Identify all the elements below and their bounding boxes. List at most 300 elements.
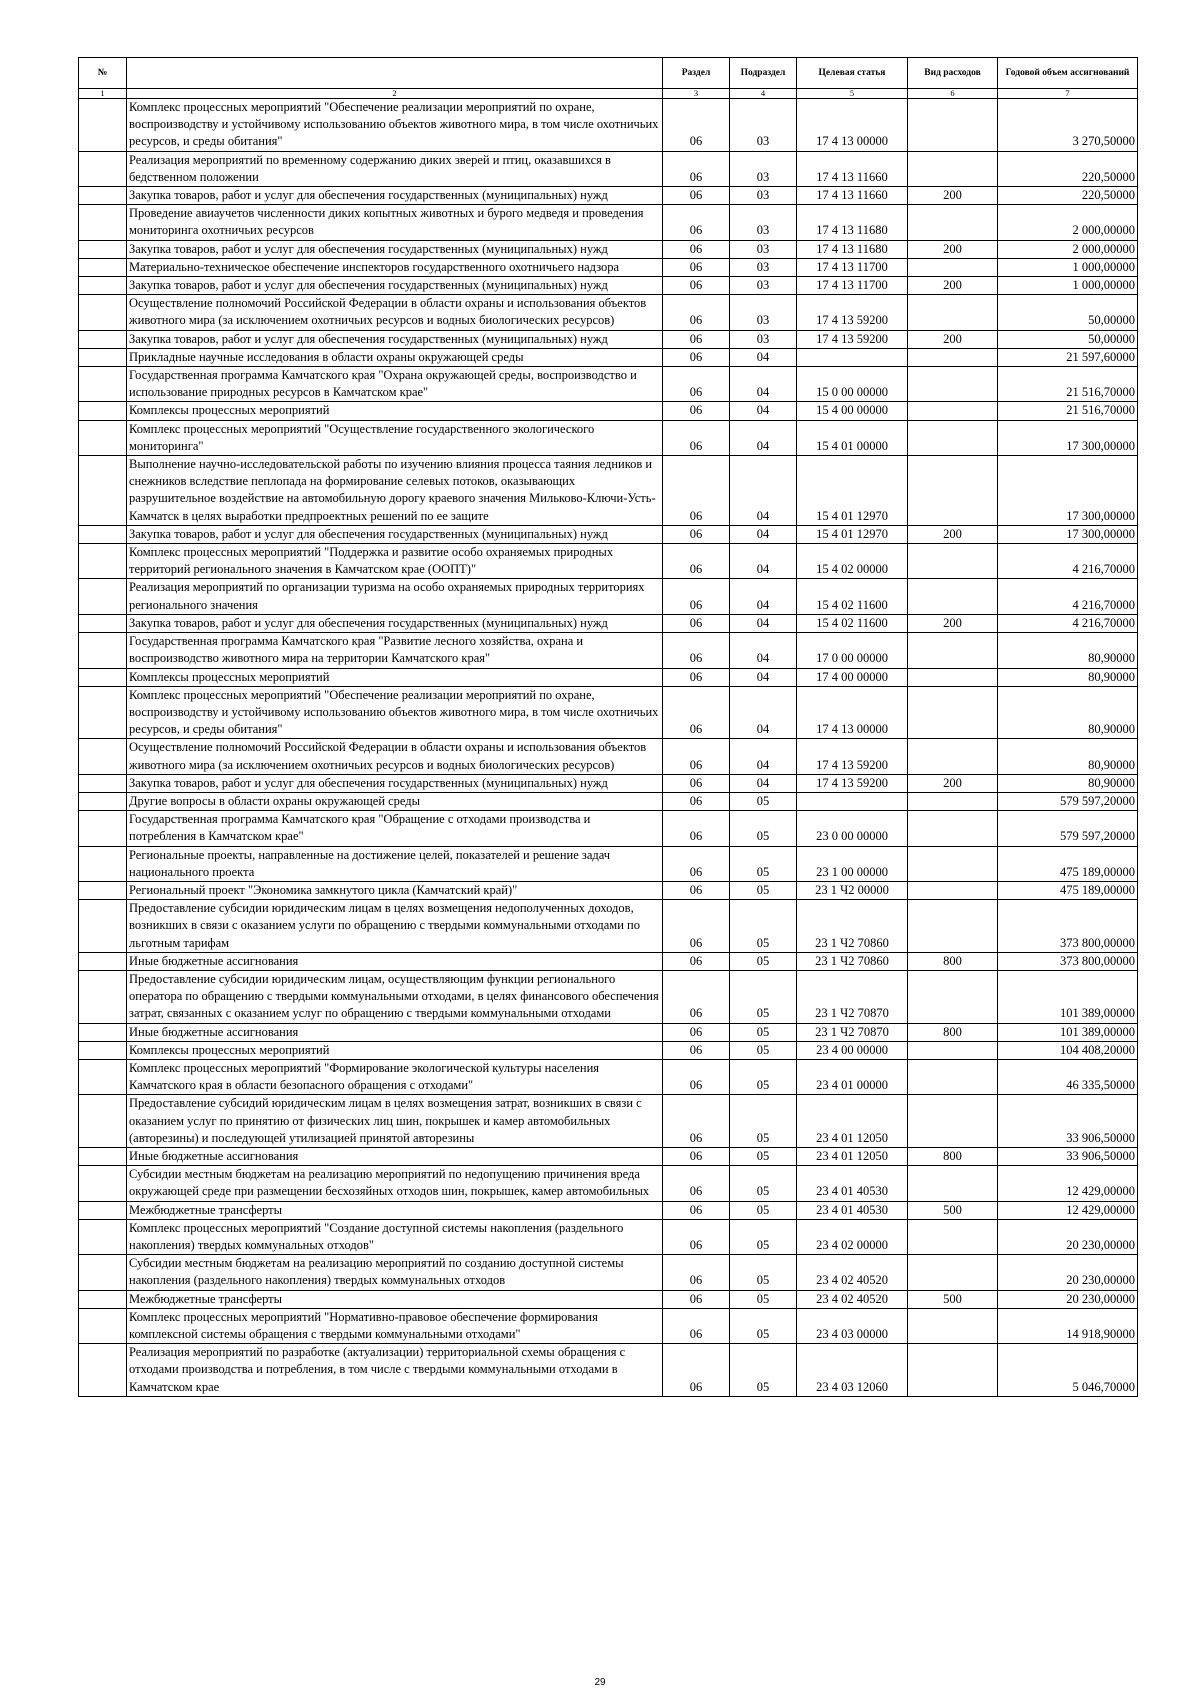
row-statya-cell: 17 4 13 11680: [797, 240, 908, 258]
row-number-cell: [79, 900, 127, 953]
row-razdel-cell: 06: [663, 686, 730, 739]
column-number: 7: [998, 89, 1138, 99]
row-statya-cell: 15 4 02 11600: [797, 579, 908, 614]
row-razdel-cell: 06: [663, 525, 730, 543]
row-number-cell: [79, 739, 127, 774]
row-amount-cell: 21 516,70000: [998, 402, 1138, 420]
row-vid-cell: [908, 151, 998, 186]
row-name-cell: Комплекс процессных мероприятий "Создание доступной системы накопления (раздельного накопления) твердых коммунальных отходов": [127, 1219, 663, 1254]
table-row: [79, 1166, 1138, 1201]
table-row: [79, 151, 1138, 186]
row-statya-cell: 23 1 Ч2 70860: [797, 900, 908, 953]
row-amount-cell: 21 597,60000: [998, 348, 1138, 366]
table-body: [79, 99, 1138, 1397]
row-amount-cell: 17 300,00000: [998, 525, 1138, 543]
row-razdel-cell: 06: [663, 367, 730, 402]
row-podrazdel-cell: 04: [730, 614, 797, 632]
table-row: [79, 792, 1138, 810]
row-statya-cell: 17 0 00 00000: [797, 633, 908, 668]
row-number-cell: [79, 99, 127, 152]
row-amount-cell: 220,50000: [998, 187, 1138, 205]
row-name-cell: Государственная программа Камчатского края "Развитие лесного хозяйства, охрана и воспроизводство животного мира на территории Камчатского края": [127, 633, 663, 668]
row-amount-cell: 20 230,00000: [998, 1290, 1138, 1308]
row-name-cell: Выполнение научно-исследовательской работы по изучению влияния процесса таяния ледников и снежников вследствие пеплопада на формирование селевых потоков, оказывающих разрушительное воздействие на автомобильную дорогу краевого значения Мильково-Ключи-Усть-Камчатск в целях выработки предпроектных решений по ее защите: [127, 456, 663, 526]
row-number-cell: [79, 1308, 127, 1343]
row-vid-cell: [908, 205, 998, 240]
row-statya-cell: 23 1 Ч2 00000: [797, 881, 908, 899]
row-amount-cell: 80,90000: [998, 686, 1138, 739]
row-name-cell: Комплекс процессных мероприятий "Поддержка и развитие особо охраняемых природных территорий регионального значения в Камчатском крае (ООПТ)": [127, 544, 663, 579]
row-number-cell: [79, 1059, 127, 1094]
row-name-cell: Иные бюджетные ассигнования: [127, 1147, 663, 1165]
table-row: [79, 258, 1138, 276]
row-statya-cell: 17 4 13 11700: [797, 258, 908, 276]
row-podrazdel-cell: 05: [730, 970, 797, 1023]
row-razdel-cell: 06: [663, 668, 730, 686]
row-podrazdel-cell: 05: [730, 1166, 797, 1201]
row-number-cell: [79, 633, 127, 668]
row-statya-cell: 23 0 00 00000: [797, 811, 908, 846]
row-statya-cell: 23 1 00 00000: [797, 846, 908, 881]
row-vid-cell: 500: [908, 1290, 998, 1308]
table-row: [79, 668, 1138, 686]
row-podrazdel-cell: 05: [730, 1147, 797, 1165]
row-name-cell: Субсидии местным бюджетам на реализацию мероприятий по созданию доступной системы накопления (раздельного накопления) твердых коммунальных отходов: [127, 1255, 663, 1290]
row-razdel-cell: 06: [663, 792, 730, 810]
row-podrazdel-cell: 03: [730, 151, 797, 186]
row-amount-cell: 14 918,90000: [998, 1308, 1138, 1343]
column-number: 3: [663, 89, 730, 99]
table-row: [79, 1290, 1138, 1308]
row-vid-cell: [908, 420, 998, 455]
row-statya-cell: 23 4 01 40530: [797, 1166, 908, 1201]
row-podrazdel-cell: 05: [730, 846, 797, 881]
row-statya-cell: 15 4 02 11600: [797, 614, 908, 632]
row-amount-cell: 475 189,00000: [998, 881, 1138, 899]
row-amount-cell: 33 906,50000: [998, 1095, 1138, 1148]
table-row: [79, 240, 1138, 258]
row-amount-cell: 21 516,70000: [998, 367, 1138, 402]
row-razdel-cell: 06: [663, 1344, 730, 1397]
row-number-cell: [79, 1219, 127, 1254]
row-razdel-cell: 06: [663, 456, 730, 526]
row-statya-cell: 23 4 00 00000: [797, 1041, 908, 1059]
row-name-cell: Осуществление полномочий Российской Федерации в области охраны и использования объектов животного мира (за исключением охотничьих ресурсов и водных биологических ресурсов): [127, 295, 663, 330]
row-razdel-cell: 06: [663, 420, 730, 455]
row-number-cell: [79, 1201, 127, 1219]
row-name-cell: Реализация мероприятий по организации туризма на особо охраняемых природных территориях регионального значения: [127, 579, 663, 614]
row-vid-cell: 200: [908, 330, 998, 348]
column-number: 6: [908, 89, 998, 99]
row-vid-cell: 200: [908, 525, 998, 543]
row-amount-cell: 46 335,50000: [998, 1059, 1138, 1094]
row-razdel-cell: 06: [663, 1059, 730, 1094]
row-number-cell: [79, 295, 127, 330]
row-name-cell: Комплексы процессных мероприятий: [127, 1041, 663, 1059]
row-statya-cell: 23 4 01 12050: [797, 1147, 908, 1165]
row-number-cell: [79, 952, 127, 970]
row-name-cell: Комплексы процессных мероприятий: [127, 668, 663, 686]
row-name-cell: Проведение авиаучетов численности диких копытных животных и бурого медведя и проведения мониторинга охотничьих ресурсов: [127, 205, 663, 240]
row-statya-cell: 23 1 Ч2 70860: [797, 952, 908, 970]
table-row: [79, 99, 1138, 152]
table-row: [79, 367, 1138, 402]
row-amount-cell: 80,90000: [998, 668, 1138, 686]
row-vid-cell: 800: [908, 952, 998, 970]
column-number: 4: [730, 89, 797, 99]
row-number-cell: [79, 420, 127, 455]
row-number-cell: [79, 579, 127, 614]
row-amount-cell: 220,50000: [998, 151, 1138, 186]
row-name-cell: Закупка товаров, работ и услуг для обеспечения государственных (муниципальных) нужд: [127, 187, 663, 205]
row-vid-cell: [908, 348, 998, 366]
row-statya-cell: 23 1 Ч2 70870: [797, 1023, 908, 1041]
row-number-cell: [79, 402, 127, 420]
row-razdel-cell: 06: [663, 187, 730, 205]
row-razdel-cell: 06: [663, 348, 730, 366]
row-name-cell: Государственная программа Камчатского края "Охрана окружающей среды, воспроизводство и использование природных ресурсов в Камчатском крае": [127, 367, 663, 402]
row-razdel-cell: 06: [663, 1290, 730, 1308]
table-row: [79, 1041, 1138, 1059]
row-vid-cell: [908, 1041, 998, 1059]
row-podrazdel-cell: 05: [730, 1095, 797, 1148]
table-row: [79, 1344, 1138, 1397]
row-podrazdel-cell: 04: [730, 668, 797, 686]
table-row: [79, 402, 1138, 420]
row-podrazdel-cell: 05: [730, 811, 797, 846]
row-vid-cell: [908, 846, 998, 881]
row-razdel-cell: 06: [663, 1308, 730, 1343]
row-number-cell: [79, 330, 127, 348]
row-vid-cell: 200: [908, 277, 998, 295]
row-amount-cell: 20 230,00000: [998, 1255, 1138, 1290]
header-vid: Вид расходов: [908, 58, 998, 89]
column-number: 1: [79, 89, 127, 99]
row-amount-cell: 2 000,00000: [998, 205, 1138, 240]
row-podrazdel-cell: 04: [730, 633, 797, 668]
row-vid-cell: [908, 1344, 998, 1397]
table-row: [79, 633, 1138, 668]
row-vid-cell: [908, 1308, 998, 1343]
row-name-cell: Региональные проекты, направленные на достижение целей, показателей и решение задач национального проекта: [127, 846, 663, 881]
row-vid-cell: 800: [908, 1023, 998, 1041]
row-name-cell: Реализация мероприятий по разработке (актуализации) территориальной схемы обращения с отходами производства и потребления, в том числе с твердыми коммунальными отходами в Камчатском крае: [127, 1344, 663, 1397]
row-razdel-cell: 06: [663, 900, 730, 953]
row-razdel-cell: 06: [663, 99, 730, 152]
row-name-cell: Субсидии местным бюджетам на реализацию мероприятий по недопущению причинения вреда окружающей среде при размещении бесхозяйных отходов шин, покрышек, камер автомобильных: [127, 1166, 663, 1201]
table-row: [79, 525, 1138, 543]
table-row: [79, 187, 1138, 205]
row-statya-cell: 17 4 13 11700: [797, 277, 908, 295]
row-number-cell: [79, 1147, 127, 1165]
row-number-cell: [79, 1290, 127, 1308]
row-vid-cell: [908, 402, 998, 420]
row-amount-cell: 475 189,00000: [998, 846, 1138, 881]
row-name-cell: Комплекс процессных мероприятий "Осуществление государственного экологического мониторинга": [127, 420, 663, 455]
row-amount-cell: 4 216,70000: [998, 614, 1138, 632]
table-row: [79, 774, 1138, 792]
table-row: [79, 1219, 1138, 1254]
row-razdel-cell: 06: [663, 1201, 730, 1219]
row-statya-cell: 23 1 Ч2 70870: [797, 970, 908, 1023]
row-vid-cell: [908, 792, 998, 810]
row-amount-cell: 4 216,70000: [998, 544, 1138, 579]
table-row: [79, 456, 1138, 526]
row-vid-cell: [908, 668, 998, 686]
row-amount-cell: 12 429,00000: [998, 1201, 1138, 1219]
row-statya-cell: 23 4 02 00000: [797, 1219, 908, 1254]
table-row: [79, 1023, 1138, 1041]
row-name-cell: Комплекс процессных мероприятий "Обеспечение реализации мероприятий по охране, воспроизводству и устойчивому использованию объектов животного мира, в том числе охотничьих ресурсов, и среды обитания": [127, 99, 663, 152]
row-amount-cell: 12 429,00000: [998, 1166, 1138, 1201]
row-statya-cell: 23 4 01 00000: [797, 1059, 908, 1094]
table-header: [79, 58, 1138, 99]
row-vid-cell: 200: [908, 187, 998, 205]
row-name-cell: Межбюджетные трансферты: [127, 1290, 663, 1308]
row-amount-cell: 50,00000: [998, 330, 1138, 348]
row-amount-cell: 579 597,20000: [998, 792, 1138, 810]
table-row: [79, 295, 1138, 330]
table-row: [79, 1147, 1138, 1165]
table-row: [79, 846, 1138, 881]
table-row: [79, 686, 1138, 739]
header-amount: Годовой объем ассигнований: [998, 58, 1138, 89]
row-vid-cell: 200: [908, 614, 998, 632]
row-number-cell: [79, 456, 127, 526]
row-razdel-cell: 06: [663, 1166, 730, 1201]
table-row: [79, 544, 1138, 579]
row-statya-cell: 17 4 13 11660: [797, 187, 908, 205]
table-row: [79, 614, 1138, 632]
row-number-cell: [79, 881, 127, 899]
row-name-cell: Закупка товаров, работ и услуг для обеспечения государственных (муниципальных) нужд: [127, 240, 663, 258]
table-row: [79, 952, 1138, 970]
row-podrazdel-cell: 05: [730, 881, 797, 899]
table-row: [79, 1059, 1138, 1094]
row-name-cell: Комплексы процессных мероприятий: [127, 402, 663, 420]
table-row: [79, 330, 1138, 348]
row-statya-cell: 15 0 00 00000: [797, 367, 908, 402]
row-razdel-cell: 06: [663, 952, 730, 970]
row-amount-cell: 17 300,00000: [998, 420, 1138, 455]
row-statya-cell: 17 4 13 59200: [797, 774, 908, 792]
table-row: [79, 579, 1138, 614]
row-vid-cell: [908, 970, 998, 1023]
row-vid-cell: [908, 1219, 998, 1254]
row-vid-cell: [908, 544, 998, 579]
row-amount-cell: 50,00000: [998, 295, 1138, 330]
column-number: 2: [127, 89, 663, 99]
row-number-cell: [79, 668, 127, 686]
row-vid-cell: 200: [908, 240, 998, 258]
row-razdel-cell: 06: [663, 1095, 730, 1148]
row-statya-cell: 17 4 13 00000: [797, 686, 908, 739]
row-amount-cell: 80,90000: [998, 633, 1138, 668]
row-number-cell: [79, 367, 127, 402]
row-name-cell: Региональный проект "Экономика замкнутого цикла (Камчатский край)": [127, 881, 663, 899]
row-statya-cell: 17 4 13 59200: [797, 295, 908, 330]
row-amount-cell: 4 216,70000: [998, 579, 1138, 614]
row-name-cell: Предоставление субсидии юридическим лицам, осуществляющим функции регионального оператора по обращению с твердыми коммунальными отходами, в целях финансового обеспечения затрат, связанных с оказанием услуг по обращению с твердыми коммунальными отходами: [127, 970, 663, 1023]
row-amount-cell: 33 906,50000: [998, 1147, 1138, 1165]
row-amount-cell: 104 408,20000: [998, 1041, 1138, 1059]
row-amount-cell: 373 800,00000: [998, 900, 1138, 953]
row-statya-cell: 17 4 00 00000: [797, 668, 908, 686]
table-row: [79, 739, 1138, 774]
header-razdel: Раздел: [663, 58, 730, 89]
row-amount-cell: 80,90000: [998, 739, 1138, 774]
row-amount-cell: 101 389,00000: [998, 970, 1138, 1023]
row-vid-cell: [908, 1255, 998, 1290]
header-name: [127, 58, 663, 89]
row-podrazdel-cell: 05: [730, 1219, 797, 1254]
row-name-cell: Государственная программа Камчатского края "Обращение с отходами производства и потребления в Камчатском крае": [127, 811, 663, 846]
row-vid-cell: [908, 367, 998, 402]
row-razdel-cell: 06: [663, 614, 730, 632]
row-name-cell: Комплекс процессных мероприятий "Обеспечение реализации мероприятий по охране, воспроизводству и устойчивому использованию объектов животного мира, в том числе охотничьих ресурсов, и среды обитания": [127, 686, 663, 739]
row-number-cell: [79, 1344, 127, 1397]
row-amount-cell: 579 597,20000: [998, 811, 1138, 846]
table-row: [79, 970, 1138, 1023]
row-number-cell: [79, 774, 127, 792]
row-vid-cell: [908, 1059, 998, 1094]
row-statya-cell: 23 4 02 40520: [797, 1255, 908, 1290]
row-statya-cell: 17 4 13 11660: [797, 151, 908, 186]
row-podrazdel-cell: 03: [730, 295, 797, 330]
row-podrazdel-cell: 04: [730, 544, 797, 579]
row-razdel-cell: 06: [663, 240, 730, 258]
row-podrazdel-cell: 05: [730, 792, 797, 810]
row-number-cell: [79, 258, 127, 276]
row-podrazdel-cell: 03: [730, 277, 797, 295]
row-name-cell: Комплекс процессных мероприятий "Нормативно-правовое обеспечение формирования комплексной системы обращения с твердыми коммунальными отходами": [127, 1308, 663, 1343]
row-name-cell: Закупка товаров, работ и услуг для обеспечения государственных (муниципальных) нужд: [127, 774, 663, 792]
header-statya: Целевая статья: [797, 58, 908, 89]
row-podrazdel-cell: 03: [730, 240, 797, 258]
row-podrazdel-cell: 03: [730, 99, 797, 152]
row-statya-cell: 15 4 01 00000: [797, 420, 908, 455]
row-razdel-cell: 06: [663, 402, 730, 420]
row-number-cell: [79, 240, 127, 258]
row-name-cell: Реализация мероприятий по временному содержанию диких зверей и птиц, оказавшихся в бедственном положении: [127, 151, 663, 186]
row-name-cell: Иные бюджетные ассигнования: [127, 952, 663, 970]
table-row: [79, 1095, 1138, 1148]
row-name-cell: Предоставление субсидий юридическим лицам в целях возмещения затрат, возникших в связи с оказанием услуг по принятию от физических лиц шин, покрышек и камер автомобильных (авторезины) и последующей утилизацией принятой авторезины: [127, 1095, 663, 1148]
row-statya-cell: 17 4 13 11680: [797, 205, 908, 240]
row-podrazdel-cell: 05: [730, 1059, 797, 1094]
row-number-cell: [79, 277, 127, 295]
row-podrazdel-cell: 04: [730, 739, 797, 774]
row-amount-cell: 101 389,00000: [998, 1023, 1138, 1041]
row-vid-cell: [908, 686, 998, 739]
row-name-cell: Закупка товаров, работ и услуг для обеспечения государственных (муниципальных) нужд: [127, 614, 663, 632]
row-vid-cell: [908, 258, 998, 276]
row-podrazdel-cell: 05: [730, 1308, 797, 1343]
row-razdel-cell: 06: [663, 544, 730, 579]
row-number-cell: [79, 846, 127, 881]
budget-document: [78, 57, 1137, 1397]
row-statya-cell: 15 4 02 00000: [797, 544, 908, 579]
table-row: [79, 1308, 1138, 1343]
row-amount-cell: 3 270,50000: [998, 99, 1138, 152]
row-name-cell: Материально-техническое обеспечение инспекторов государственного охотничьего надзора: [127, 258, 663, 276]
table-row: [79, 205, 1138, 240]
row-statya-cell: 15 4 01 12970: [797, 525, 908, 543]
table-row: [79, 420, 1138, 455]
row-podrazdel-cell: 04: [730, 579, 797, 614]
row-amount-cell: 20 230,00000: [998, 1219, 1138, 1254]
row-statya-cell: 23 4 01 40530: [797, 1201, 908, 1219]
row-number-cell: [79, 686, 127, 739]
row-podrazdel-cell: 04: [730, 420, 797, 455]
row-podrazdel-cell: 05: [730, 952, 797, 970]
row-number-cell: [79, 792, 127, 810]
row-razdel-cell: 06: [663, 151, 730, 186]
row-number-cell: [79, 205, 127, 240]
row-statya-cell: 23 4 03 00000: [797, 1308, 908, 1343]
row-razdel-cell: 06: [663, 1255, 730, 1290]
table-row: [79, 277, 1138, 295]
row-number-cell: [79, 1041, 127, 1059]
row-razdel-cell: 06: [663, 881, 730, 899]
row-podrazdel-cell: 04: [730, 525, 797, 543]
table-row: [79, 881, 1138, 899]
row-number-cell: [79, 151, 127, 186]
row-podrazdel-cell: 04: [730, 774, 797, 792]
row-razdel-cell: 06: [663, 1023, 730, 1041]
row-vid-cell: 200: [908, 774, 998, 792]
row-number-cell: [79, 187, 127, 205]
row-vid-cell: [908, 900, 998, 953]
row-vid-cell: [908, 295, 998, 330]
row-number-cell: [79, 1095, 127, 1148]
row-amount-cell: 1 000,00000: [998, 277, 1138, 295]
row-amount-cell: 17 300,00000: [998, 456, 1138, 526]
table-row: [79, 811, 1138, 846]
row-name-cell: Осуществление полномочий Российской Федерации в области охраны и использования объектов животного мира (за исключением охотничьих ресурсов и водных биологических ресурсов): [127, 739, 663, 774]
column-number-row: [79, 89, 1138, 99]
row-name-cell: Закупка товаров, работ и услуг для обеспечения государственных (муниципальных) нужд: [127, 277, 663, 295]
row-razdel-cell: 06: [663, 205, 730, 240]
row-amount-cell: 80,90000: [998, 774, 1138, 792]
page-number: 29: [594, 1677, 606, 1688]
row-podrazdel-cell: 03: [730, 187, 797, 205]
row-vid-cell: 500: [908, 1201, 998, 1219]
row-razdel-cell: 06: [663, 1041, 730, 1059]
row-number-cell: [79, 348, 127, 366]
table-row: [79, 900, 1138, 953]
row-razdel-cell: 06: [663, 1219, 730, 1254]
row-statya-cell: 23 4 02 40520: [797, 1290, 908, 1308]
row-statya-cell: 17 4 13 59200: [797, 330, 908, 348]
row-razdel-cell: 06: [663, 970, 730, 1023]
row-razdel-cell: 06: [663, 1147, 730, 1165]
row-vid-cell: [908, 456, 998, 526]
row-razdel-cell: 06: [663, 258, 730, 276]
row-statya-cell: [797, 348, 908, 366]
row-podrazdel-cell: 05: [730, 1255, 797, 1290]
row-podrazdel-cell: 05: [730, 1023, 797, 1041]
row-razdel-cell: 06: [663, 811, 730, 846]
row-podrazdel-cell: 05: [730, 1290, 797, 1308]
row-number-cell: [79, 970, 127, 1023]
row-number-cell: [79, 525, 127, 543]
row-name-cell: Иные бюджетные ассигнования: [127, 1023, 663, 1041]
row-vid-cell: 800: [908, 1147, 998, 1165]
header-podrazdel: Подраздел: [730, 58, 797, 89]
budget-table: [78, 57, 1138, 1397]
row-razdel-cell: 06: [663, 846, 730, 881]
